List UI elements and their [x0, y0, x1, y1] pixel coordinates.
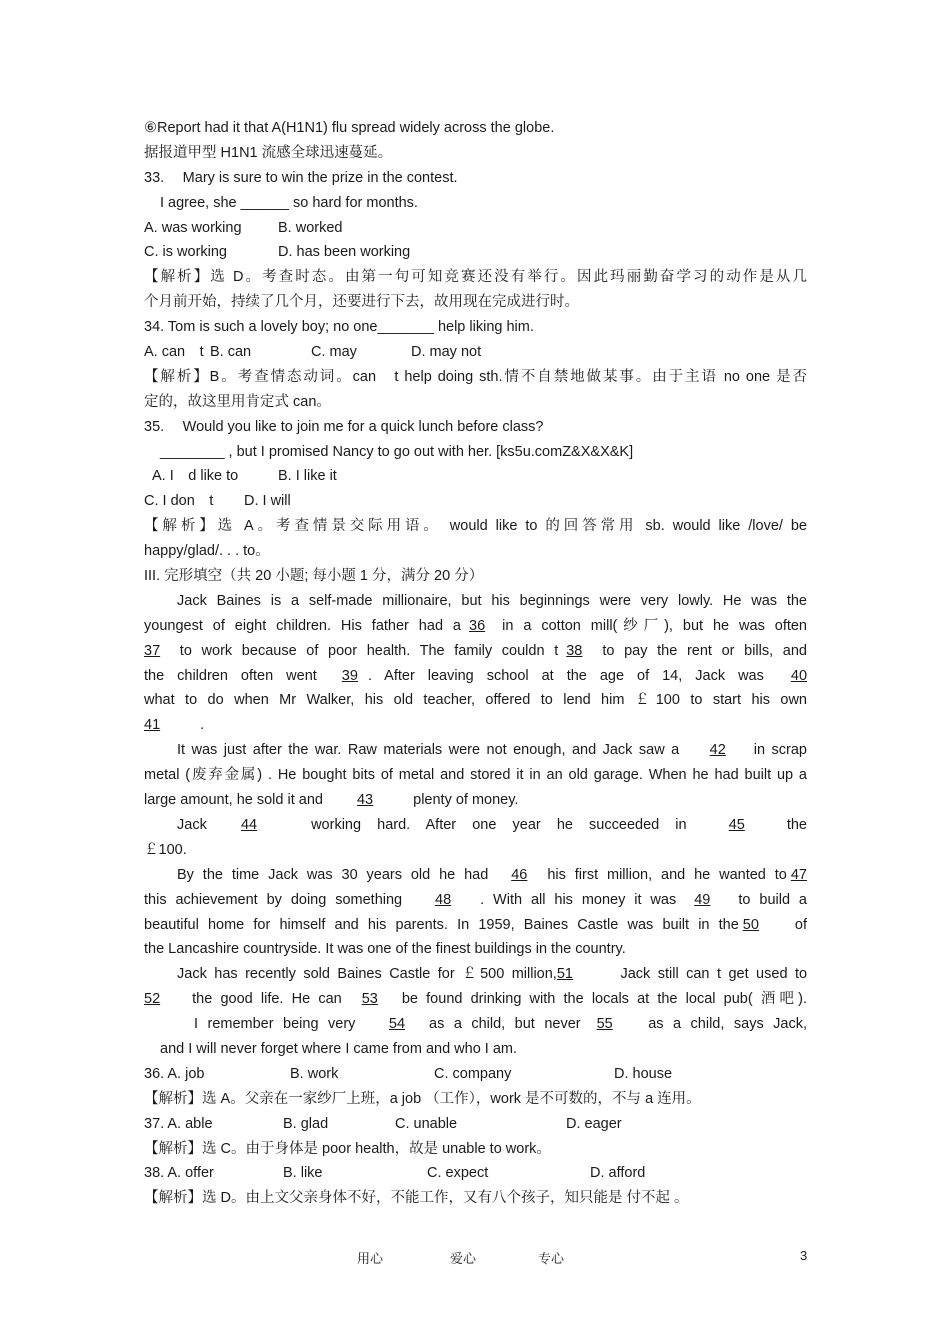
blank-48: 48: [435, 891, 452, 908]
text: be found drinking with the locals at the local pub(: [401, 991, 753, 1008]
option: D. afford: [590, 1165, 646, 1182]
options-row: [144, 340, 807, 365]
option: D. I will: [244, 493, 291, 510]
passage-line: [144, 713, 807, 738]
blank-42: 42: [709, 742, 726, 759]
text: of: [794, 916, 808, 933]
option: A. I d like to: [152, 468, 239, 485]
blank-37: 37: [144, 642, 161, 659]
options-row: [144, 216, 807, 241]
text: as a child, but never: [429, 1016, 581, 1033]
page-content: [144, 116, 807, 1211]
blank-40: 40: [790, 667, 808, 684]
text: ________ , but I promised Nancy to go out with her. [ks5u.comZ&X&X&K]: [160, 443, 634, 460]
text: Jack has recently sold: [177, 966, 330, 983]
option: A. was working: [144, 219, 242, 236]
text: 【解析】选 D。由上文父亲身体不好，不能工作，又有八个孩子，知只能是 付不起 。: [144, 1190, 689, 1207]
text: 34. Tom is such a lovely boy; no one_______ help liking him.: [144, 319, 534, 336]
passage-line: [144, 688, 807, 713]
text: for ￡500 million,: [437, 966, 557, 983]
blank-45: 45: [728, 816, 745, 833]
passage-line: [144, 589, 807, 614]
text: . After leaving school at the age of 14, Jack was: [367, 667, 764, 684]
text: It was just after the war. Raw materials were not enough, and Jack saw a: [177, 742, 680, 759]
passage-line: [144, 614, 807, 639]
option: C. unable: [395, 1115, 458, 1132]
text-line: [144, 116, 807, 141]
option: 36. A. job: [144, 1065, 205, 1082]
text: By the time Jack was 30 years old he had: [177, 866, 489, 883]
passage-line: [144, 788, 807, 813]
text: Jack Baines is a self-made millionaire, but his beginnings were very lowly. He was the: [177, 592, 807, 609]
option: A. can t: [144, 344, 204, 361]
option: C. company: [434, 1065, 512, 1082]
option: B. can: [210, 344, 252, 361]
text: to build a: [738, 891, 807, 908]
text: what to do when Mr Walker, his old teacher, offered to lend him ￡100 to start his own: [144, 692, 807, 709]
text: ⑥Report had it that A(H1N1) flu spread widely across the globe.: [144, 120, 555, 136]
passage-line: [144, 738, 807, 763]
text: 【解析】选 C。由于身体是 poor health，故是 unable to work。: [144, 1140, 551, 1157]
text-line: [144, 191, 807, 216]
blank-55: 55: [596, 1016, 613, 1033]
text: says Jack,: [733, 1016, 808, 1033]
blank-43: 43: [356, 792, 374, 809]
blank-51: 51: [556, 966, 573, 983]
blank-41: 41: [144, 717, 161, 734]
passage-line: [144, 888, 807, 913]
text: the good life. He can: [192, 991, 342, 1008]
passage-line: [144, 813, 807, 838]
analysis-line: [144, 539, 807, 564]
footer-middle: 爱心: [450, 1251, 477, 1266]
text: 【解析】选 D。考查时态。由第一句可知竞赛还没有举行。因此玛丽勤奋学习的动作是从几: [144, 269, 807, 286]
text: 酒吧).: [760, 991, 807, 1008]
text: and I will never forget where I came from and who I am.: [160, 1040, 518, 1057]
analysis-line: [144, 265, 807, 290]
text: to pay the rent or bills, and: [602, 642, 807, 659]
text: I agree, she ______ so hard for months.: [160, 194, 418, 211]
option: B. like: [283, 1165, 323, 1182]
text: in scrap: [753, 742, 807, 759]
option: C. is working: [144, 244, 227, 261]
text: beautiful home for himself and his parents. In 1959,: [144, 916, 515, 933]
text: 定的，故这里用肯定式 can。: [144, 393, 331, 410]
text: 据报道甲型 H1N1 流感全球迅速蔓延。: [144, 144, 393, 161]
passage-line: [144, 987, 807, 1012]
option: 37. A. able: [144, 1115, 213, 1132]
option: D. may not: [411, 344, 482, 361]
blank-47: 47: [790, 866, 807, 883]
text: metal (废弃金属) . He bought bits of metal and stored it in an old garage. When he had built up a: [144, 767, 807, 784]
text: Jack still can: [620, 966, 710, 983]
text: the Lancashire countryside. It was one of the finest buildings in the country.: [144, 941, 626, 958]
blank-53: 53: [361, 991, 378, 1008]
passage-line: [144, 838, 807, 863]
text-line: [144, 440, 807, 465]
text: to work because of poor health. The family couldn: [179, 642, 545, 659]
text: working hard. After one year he succeeded in: [311, 816, 687, 833]
option: C. I don t: [144, 493, 214, 510]
analysis-line: [144, 1137, 807, 1162]
text: happy/glad/. . . to。: [144, 543, 270, 560]
blank-50: 50: [742, 916, 759, 933]
question-34: [144, 315, 807, 340]
text: was built in the: [627, 916, 739, 933]
options-row: [144, 1161, 807, 1186]
text: t get used to: [716, 966, 808, 983]
analysis-line: [144, 514, 807, 539]
passage-line: [144, 1012, 807, 1037]
question-33: [144, 166, 807, 191]
passage-line: [144, 639, 807, 664]
options-row: [144, 1062, 807, 1087]
passage-line: [144, 1037, 807, 1062]
text: Jack: [177, 816, 207, 833]
text: youngest of eight children. His father had a: [144, 617, 462, 634]
blank-36: 36: [469, 617, 486, 634]
text: 【解析】选 A。父亲在一家纱厂上班，a job （工作），work 是不可数的，不与 a 连用。: [144, 1090, 701, 1107]
passage-line: [144, 763, 807, 788]
text: I remember being very: [194, 1016, 356, 1033]
option: C. may: [311, 344, 357, 361]
blank-52: 52: [144, 991, 161, 1008]
blank-44: 44: [240, 816, 258, 833]
text: 【解析】B。考查情态动词。can t help doing sth.情不自禁地做某事。由于主语 no one 是否: [144, 368, 807, 385]
text: this achievement by doing something: [144, 891, 403, 908]
option: C. expect: [427, 1165, 489, 1182]
passage-line: [144, 863, 807, 888]
text: as a child,: [648, 1016, 725, 1033]
text: III. 完形填空（共 20 小题; 每小题 1 分，满分 20 分）: [144, 568, 484, 585]
passage-line: [144, 913, 807, 938]
analysis-line: [144, 365, 807, 390]
option: B. glad: [283, 1115, 329, 1132]
analysis-line: [144, 1087, 807, 1112]
text: in a cotton mill(纱厂), but he was often: [502, 617, 807, 634]
option: D. eager: [566, 1115, 622, 1132]
text: 33. Mary is sure to win the prize in the contest.: [144, 169, 458, 186]
section-heading: [144, 564, 807, 589]
passage-line: [144, 962, 807, 987]
text: 【解析】选 A。考查情景交际用语。 would like to 的回答常用 sb. would like /love/ be: [144, 518, 807, 535]
text: . With all his money it was: [480, 891, 677, 908]
text: t: [554, 642, 559, 659]
analysis-line: [144, 290, 807, 315]
text: large amount, he sold it and: [144, 792, 323, 809]
text: his first million, and he wanted to: [547, 866, 787, 883]
page-number: 3: [800, 1248, 808, 1263]
footer-right: 专心: [538, 1251, 565, 1266]
option: D. has been working: [278, 244, 411, 261]
text: .: [200, 717, 205, 734]
option: 38. A. offer: [144, 1165, 214, 1182]
options-row: [144, 489, 807, 514]
text-line: [144, 141, 807, 166]
text: ￡100.: [144, 841, 187, 858]
blank-46: 46: [511, 866, 528, 883]
text: the: [786, 816, 808, 833]
question-35: [144, 415, 807, 440]
footer-left: 用心: [357, 1251, 384, 1266]
text: the children often went: [144, 667, 317, 684]
text: 35. Would you like to join me for a quick lunch before class?: [144, 418, 544, 435]
passage-line: [144, 937, 807, 962]
analysis-line: [144, 1186, 807, 1211]
passage-line: [144, 664, 807, 689]
text: 个月前开始，持续了几个月，还要进行下去，故用现在完成进行时。: [144, 294, 579, 311]
options-row: [144, 464, 807, 489]
option: B. work: [290, 1065, 339, 1082]
blank-54: 54: [388, 1016, 406, 1033]
options-row: [144, 1112, 807, 1137]
options-row: [144, 240, 807, 265]
analysis-line: [144, 390, 807, 415]
option: B. worked: [278, 219, 343, 236]
blank-38: 38: [566, 642, 583, 659]
option: B. I like it: [278, 468, 337, 485]
blank-39: 39: [341, 667, 358, 684]
text: Baines Castle: [523, 916, 619, 933]
blank-49: 49: [694, 891, 711, 908]
text: Baines Castle: [337, 966, 431, 983]
text: plenty of money.: [413, 792, 519, 809]
option: D. house: [614, 1065, 673, 1082]
